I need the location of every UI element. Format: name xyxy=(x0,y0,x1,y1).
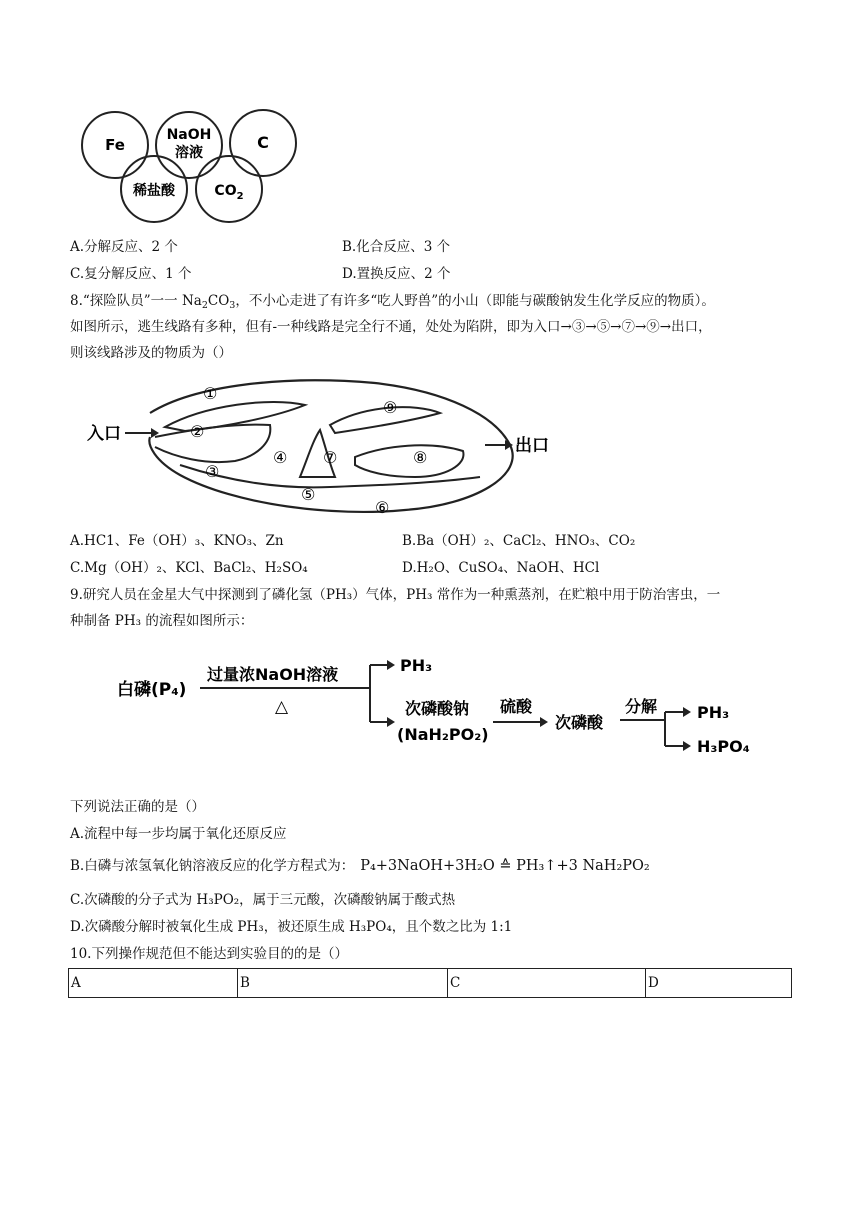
naoh-label-1: NaOH xyxy=(166,127,212,143)
label-3: ③ xyxy=(205,462,220,481)
flow-ph3-top: PH₃ xyxy=(400,656,433,675)
q7-option-b: B.化合反应、3 个 xyxy=(342,239,451,255)
fe-label: Fe xyxy=(105,136,125,154)
flow-salt-name: 次磷酸钠 xyxy=(405,699,470,718)
flow-acid: 次磷酸 xyxy=(555,713,604,732)
flow-decompose: 分解 xyxy=(625,697,658,716)
q8-option-d: D.H₂O、CuSO₄、NaOH、HCl xyxy=(402,560,600,576)
exit-label: 出口 xyxy=(515,436,549,456)
q10-stem: 10.下列操作规范但不能达到实验目的的是（） xyxy=(70,946,348,962)
q10-options-table xyxy=(68,968,792,998)
q7-option-c: C.复分解反应、1 个 xyxy=(70,266,192,282)
label-8: ⑧ xyxy=(413,448,428,467)
table-cell-c: C xyxy=(448,969,646,998)
label-1: ① xyxy=(203,384,218,403)
table-row xyxy=(69,969,792,998)
q9-option-a: A.流程中每一步均属于氧化还原反应 xyxy=(70,826,287,842)
q7-circle-diagram xyxy=(70,95,310,235)
q8-stem-line2: 如图所示，逃生线路有多种，但有-一种线路是完全行不通，处处为陷阱，即为入口→③→⑤→⑦→⑨→出口， xyxy=(70,319,712,335)
q8-option-a: A.HC1、Fe（OH）₃、KNO₃、Zn xyxy=(70,533,284,549)
flow-salt-formula: (NaH₂PO₂) xyxy=(397,725,489,744)
q9-stem-line1: 9.研究人员在金星大气中探测到了磷化氢（PH₃）气体，PH₃ 常作为一种熏蒸剂，在贮粮中用于防治害虫，一 xyxy=(70,587,721,603)
entrance-label: 入口 xyxy=(87,424,121,444)
c-label: C xyxy=(257,133,269,152)
flow-h3po4-end: H₃PO₄ xyxy=(697,737,750,756)
flow-reagent: 过量浓NaOH溶液 xyxy=(207,665,339,684)
flow-ph3-end: PH₃ xyxy=(697,703,730,722)
co2-label: $CO_2$ xyxy=(214,183,244,202)
q7-option-a: A.分解反应、2 个 xyxy=(70,239,178,255)
q7-option-d: D.置换反应、2 个 xyxy=(342,266,451,282)
flow-acid-reagent: 硫酸 xyxy=(500,697,533,716)
flow-heat: △ xyxy=(275,697,289,717)
label-6: ⑥ xyxy=(375,498,390,517)
q9-option-c: C.次磷酸的分子式为 H₃PO₂，属于三元酸，次磷酸钠属于酸式热 xyxy=(70,892,456,908)
table-cell-d: D xyxy=(646,969,792,998)
label-9: ⑨ xyxy=(383,398,398,417)
q9-option-b: B.白磷与浓氢氧化钠溶液反应的化学方程式为： P₄+3NaOH+3H₂O ≙ PH₃↑+3 NaH₂PO₂ xyxy=(70,858,650,874)
label-4: ④ xyxy=(273,448,288,467)
label-5: ⑤ xyxy=(301,485,316,504)
q8-stem-line1: 8.“探险队员”一一 $Na_2CO_3$，不小心走进了有许多“吃人野兽”的小山（即能与碳酸钠发生化学反应的物质）。 xyxy=(70,293,715,311)
q9-flow-diagram xyxy=(115,640,765,770)
label-7: ⑦ xyxy=(323,448,338,467)
q8-stem-line3: 则该线路涉及的物质为（） xyxy=(70,345,232,361)
hcl-label: 稀盐酸 xyxy=(133,183,175,199)
table-cell-a: A xyxy=(69,969,238,998)
q8-option-b: B.Ba（OH）₂、CaCl₂、HNO₃、CO₂ xyxy=(402,533,636,549)
q9-option-d: D.次磷酸分解时被氧化生成 PH₃，被还原生成 H₃PO₄，且个数之比为 1:1 xyxy=(70,919,513,935)
table-cell-b: B xyxy=(238,969,448,998)
q8-mountain-diagram xyxy=(85,365,575,520)
q9-stem-line2: 种制备 PH₃ 的流程如图所示： xyxy=(70,613,254,629)
label-2: ② xyxy=(190,422,205,441)
q9-equation: P₄+3NaOH+3H₂O ≙ PH₃↑+3 NaH₂PO₂ xyxy=(360,858,650,874)
flow-start: 白磷(P₄) xyxy=(117,680,187,700)
q8-option-c: C.Mg（OH）₂、KCl、BaCl₂、H₂SO₄ xyxy=(70,560,308,576)
naoh-label-2: 溶液 xyxy=(175,145,203,161)
q9-prompt: 下列说法正确的是（） xyxy=(70,799,205,815)
